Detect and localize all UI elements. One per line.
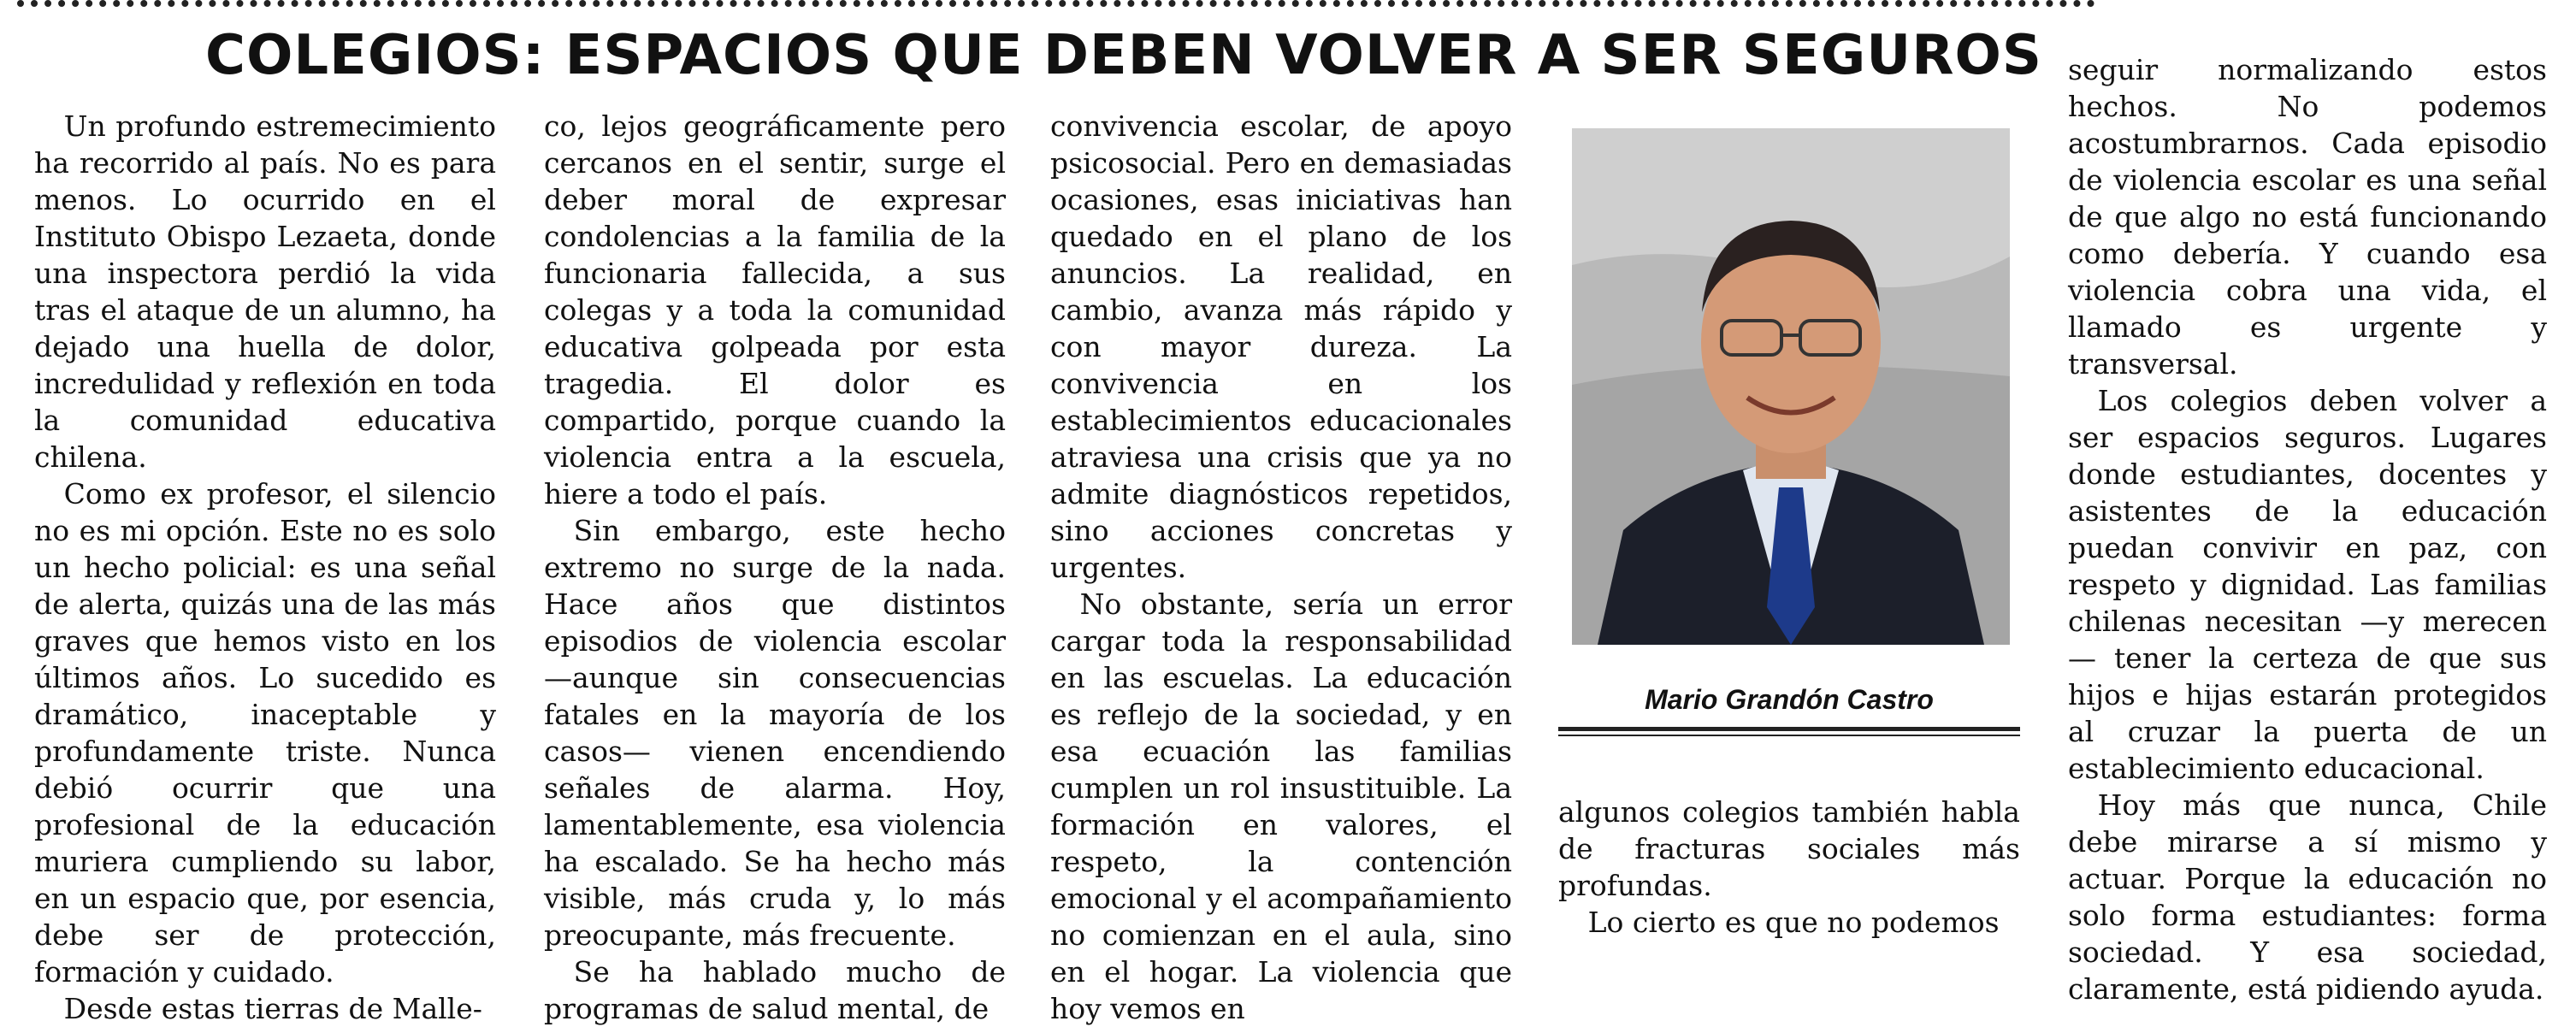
top-dotted-rule xyxy=(17,0,2095,15)
author-photo xyxy=(1572,128,2010,645)
paragraph: algunos colegios también habla de fracturas sociales más profundas. xyxy=(1558,795,2020,902)
paragraph: seguir normalizando estos hechos. No podemos acostumbrarnos. Cada episodio de violencia escolar es una señal de que algo no está funcionando como debería. Y cuando esa violencia cobra una vida, el llamado es urgente y transversal. xyxy=(2068,53,2547,381)
column-2 xyxy=(544,108,1006,1027)
headline: COLEGIOS: ESPACIOS QUE DEBEN VOLVER A SER SEGUROS xyxy=(205,24,2042,87)
column-5 xyxy=(2068,51,2547,1007)
photo-caption: Mario Grandón Castro xyxy=(1645,684,1934,715)
caption-rule xyxy=(1558,727,2020,736)
portrait-photo-icon xyxy=(1572,128,2010,645)
paragraph: Lo cierto es que no podemos xyxy=(1587,906,2000,939)
paragraph: convivencia escolar, de apoyo psicosocial. Pero en demasiadas ocasiones, esas iniciativas han quedado en el plano de los anuncios. La realidad, en cambio, avanza más rápido y con mayor dureza. La convivencia en los establecimientos educacionales atraviesa una crisis que ya no admite diagnósticos repetidos, sino acciones concretas y urgentes. xyxy=(1050,109,1512,584)
paragraph: Se ha hablado mucho de programas de salud mental, de xyxy=(544,955,1006,1025)
paragraph: co, lejos geográficamente pero cercanos en el sentir, surge el deber moral de expresar condolencias a la familia de la funcionaria fallecida, a sus colegas y a toda la comunidad educativa golpeada por esta tragedia. El dolor es compartido, porque cuando la violencia entra a la escuela, hiere a todo el país. xyxy=(544,109,1006,511)
paragraph: Un profundo estremecimiento ha recorrido al país. No es para menos. Lo ocurrido en el Instituto Obispo Lezaeta, donde una inspectora perdió la vida tras el ataque de un alumno, ha dejado una huella de dolor, incredulidad y reflexión en toda la comunidad educativa chilena. xyxy=(34,109,496,474)
paragraph: Hoy más que nunca, Chile debe mirarse a sí mismo y actuar. Porque la educación no solo forma estudiantes: forma sociedad. Y esa sociedad, claramente, está pidiendo ayuda. xyxy=(2068,788,2547,1006)
column-4 xyxy=(1558,794,2020,941)
column-1 xyxy=(34,108,496,1027)
paragraph: No obstante, sería un error cargar toda la responsabilidad en las escuelas. La educación es reflejo de la sociedad, y en esa ecuación las familias cumplen un rol insustituible. La formación en valores, el respeto, la contención emocional y el acompañamiento no comienzan en el aula, sino en el hogar. La violencia que hoy vemos en xyxy=(1050,587,1512,1025)
paragraph: Desde estas tierras de Malle- xyxy=(63,992,482,1025)
column-3 xyxy=(1050,108,1512,1027)
paragraph: Los colegios deben volver a ser espacios seguros. Lugares donde estudiantes, docentes y asistentes de la educación puedan convivir en paz, con respeto y dignidad. Las familias chilenas necesitan —y merecen— tener la certeza de que sus hijos e hijas estarán protegidos al cruzar la puerta de un establecimiento educacional. xyxy=(2068,384,2547,785)
paragraph: Sin embargo, este hecho extremo no surge de la nada. Hace años que distintos episodios de violencia escolar —aunque sin consecuencias fatales en la mayoría de los casos— vienen encendiendo señales de alarma. Hoy, lamentablemente, esa violencia ha escalado. Se ha hecho más visible, más cruda y, lo más preocupante, más frecuente. xyxy=(544,514,1006,952)
paragraph: Como ex profesor, el silencio no es mi opción. Este no es solo un hecho policial: es una señal de alerta, quizás una de las más graves que hemos visto en los últimos años. Lo sucedido es dramático, inaceptable y profundamente triste. Nunca debió ocurrir que una profesional de la educación muriera cumpliendo su labor, en un espacio que, por esencia, debe ser de protección, formación y cuidado. xyxy=(34,477,496,989)
